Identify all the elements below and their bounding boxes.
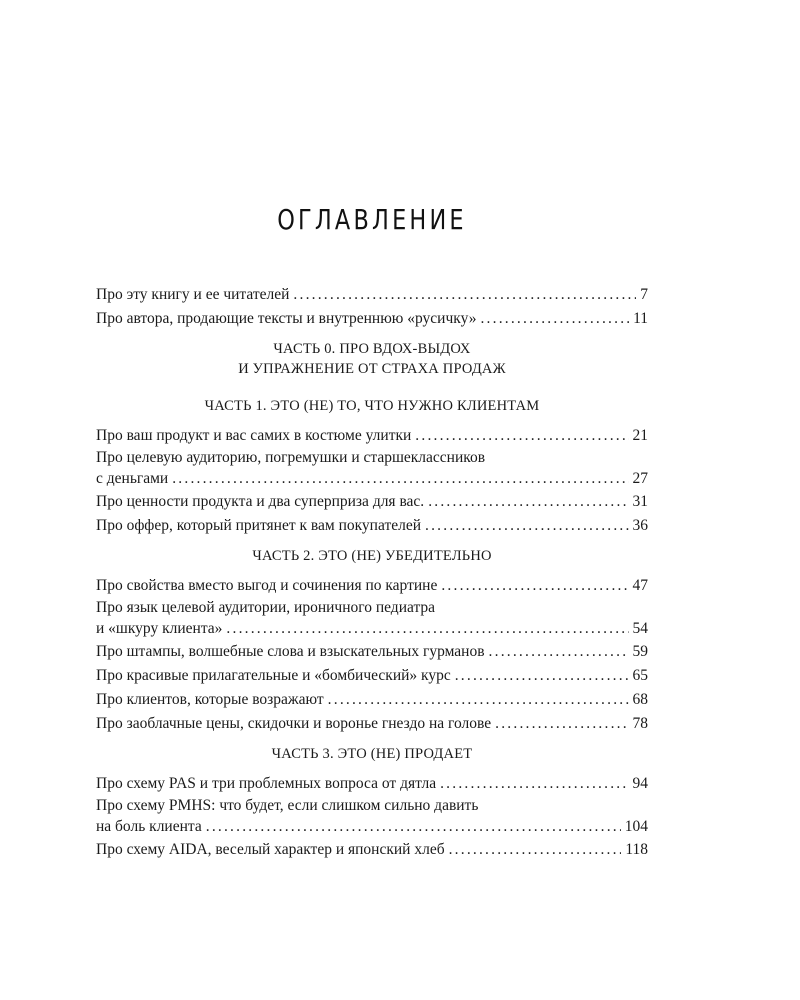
entry-title: с деньгами [96,470,169,487]
dot-leader [226,618,628,640]
toc-entry[interactable] [96,664,648,688]
toc-entry[interactable] [96,640,648,664]
toc-entry[interactable] [96,574,648,598]
entry-title: Про автора, продающие тексты и внутреннюю «русичку» [96,310,477,327]
entry-title-line: Про язык целевой аудитории, ироничного педиатра [96,599,436,616]
toc-entry[interactable] [96,772,648,796]
entry-title: и «шкуру клиента» [96,620,223,637]
dot-leader [455,664,629,688]
page-number: 68 [632,691,648,708]
entry-title: Про клиентов, которые возражают [96,691,324,708]
dot-leader [440,772,628,796]
dot-leader [449,838,622,862]
part-heading[interactable] [96,339,648,379]
entry-title: Про красивые прилагательные и «бомбический» курс [96,667,451,684]
page-number: 118 [625,841,648,858]
toc-entry[interactable] [96,598,648,640]
toc-list [96,283,648,862]
dot-leader [328,688,629,712]
entry-title: Про ценности продукта и два суперприза для вас. [96,493,425,510]
dot-leader [489,640,629,664]
toc-entry[interactable] [96,448,648,490]
entry-title: Про схему AIDA, веселый характер и японский хлеб [96,841,445,858]
part-heading[interactable]: ЧАСТЬ 3. ЭТО (НЕ) ПРОДАЕТ [271,746,473,762]
part-heading[interactable]: ЧАСТЬ 1. ЭТО (НЕ) ТО, ЧТО НУЖНО КЛИЕНТАМ [204,398,540,414]
toc-entry[interactable] [96,514,648,538]
toc-entry[interactable] [96,283,648,307]
page-number: 27 [632,470,648,487]
part-heading-line: И УПРАЖНЕНИЕ ОТ СТРАХА ПРОДАЖ [238,361,506,377]
page-number: 78 [632,715,648,732]
entry-title: Про штампы, волшебные слова и взыскательных гурманов [96,643,485,660]
entry-title-line: Про целевую аудиторию, погремушки и старшеклассников [96,449,486,466]
page-number: 59 [632,643,648,660]
page-number: 21 [632,427,648,444]
toc-entry[interactable] [96,688,648,712]
page-number: 65 [632,667,648,684]
entry-title: Про оффер, который притянет к вам покупателей [96,517,422,534]
dot-leader [172,468,628,490]
dot-leader [415,424,628,448]
part-heading-line: ЧАСТЬ 0. ПРО ВДОХ-ВЫДОХ [273,341,471,357]
page-number: 94 [632,775,648,792]
entry-title: на боль клиента [96,818,202,835]
page-number: 7 [640,286,648,303]
toc-entry[interactable] [96,796,648,838]
entry-title: Про ваш продукт и вас самих в костюме улитки [96,427,412,444]
toc-entry[interactable] [96,838,648,862]
toc-entry[interactable] [96,424,648,448]
dot-leader [425,514,628,538]
toc-entry[interactable] [96,490,648,514]
dot-leader [495,712,628,736]
dot-leader [293,283,636,307]
dot-leader [480,307,629,331]
entry-title: Про заоблачные цены, скидочки и воронье гнездо на голове [96,715,492,732]
page-number: 47 [632,577,648,594]
page-number: 54 [632,620,648,637]
entry-title: Про схему PAS и три проблемных вопроса от дятла [96,775,437,792]
page-title: ОГЛАВЛЕНИЕ [277,203,467,236]
entry-title: Про эту книгу и ее читателей [96,286,290,303]
page-number: 36 [632,517,648,534]
dot-leader [428,490,628,514]
dot-leader [206,816,621,838]
toc-entry[interactable] [96,307,648,331]
page-number: 104 [624,818,648,835]
entry-title: Про свойства вместо выгод и сочинения по картине [96,577,438,594]
part-heading[interactable]: ЧАСТЬ 2. ЭТО (НЕ) УБЕДИТЕЛЬНО [252,548,492,564]
entry-title-line: Про схему PMHS: что будет, если слишком сильно давить [96,797,479,814]
dot-leader [441,574,628,598]
toc-entry[interactable] [96,712,648,736]
page-number: 11 [633,310,648,327]
page-number: 31 [632,493,648,510]
